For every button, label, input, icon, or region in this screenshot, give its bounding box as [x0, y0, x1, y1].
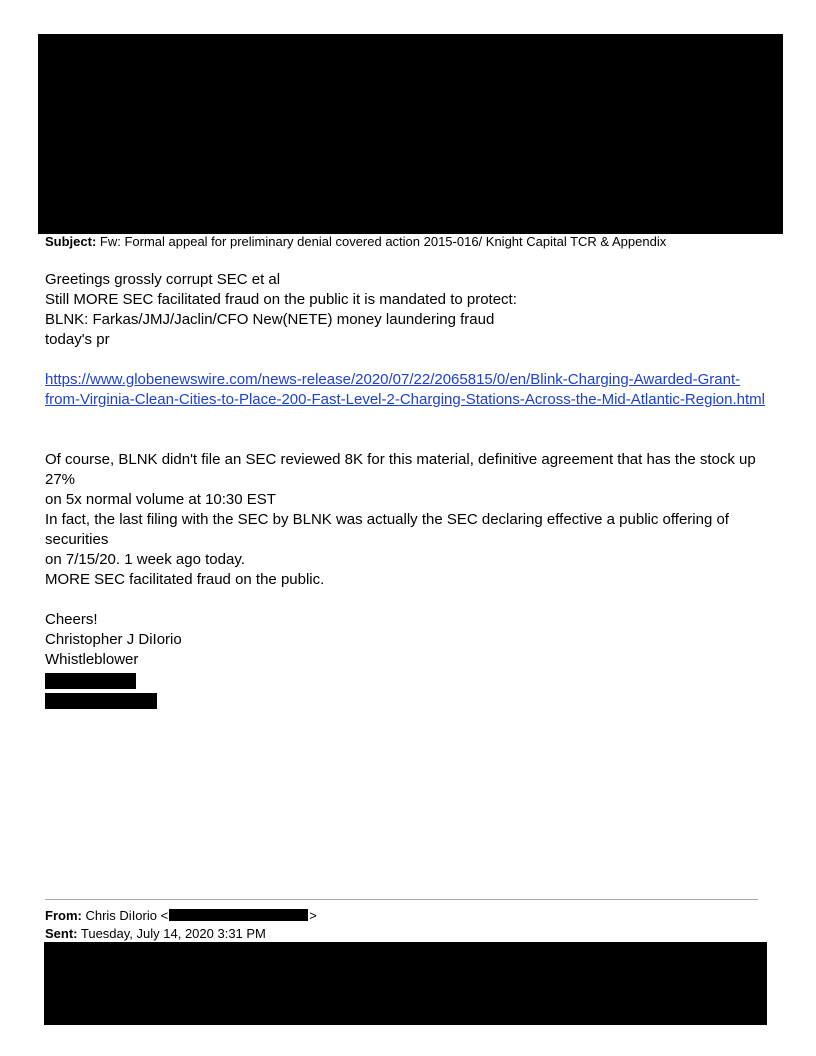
from-close: > [309, 908, 317, 923]
subject-label: Subject: [45, 234, 97, 249]
paragraph-3-line: MORE SEC facilitated fraud on the public. [45, 571, 325, 588]
redaction-signature-2 [45, 693, 157, 709]
from-name: Chris DiIorio < [85, 908, 169, 923]
forwarded-sent-line [45, 926, 266, 942]
redaction-from-email [169, 909, 308, 921]
body-line-2: Still MORE SEC facilitated fraud on the public it is mandated to protect: [45, 291, 517, 308]
closing-line: Cheers! [45, 611, 98, 628]
redaction-signature-1 [45, 673, 136, 689]
paragraph-1 [45, 450, 785, 510]
sent-label: Sent: [45, 926, 78, 941]
email-body-intro [45, 270, 780, 350]
body-line-3: BLNK: Farkas/JMJ/Jaclin/CFO New(NETE) money laundering fraud [45, 311, 495, 328]
from-label: From: [45, 908, 82, 923]
link-part-2: from-Virginia-Clean-Cities-to-Place-200-Fast-Level-2-Charging-Stations-Across-the-Mid-Atlantic-Region.html [45, 391, 765, 408]
sent-value: Tuesday, July 14, 2020 3:31 PM [80, 926, 266, 941]
signature-name: Christopher J DiIorio [45, 631, 182, 648]
paragraph-1-line-2: on 5x normal volume at 10:30 EST [45, 491, 276, 508]
subject-line [45, 234, 805, 250]
paragraph-2-line-1: In fact, the last filing with the SEC by BLNK was actually the SEC declaring effective a public offering of securities [45, 511, 729, 548]
paragraph-2-line-2: on 7/15/20. 1 week ago today. [45, 551, 245, 568]
paragraph-1-line-1: Of course, BLNK didn't file an SEC reviewed 8K for this material, definitive agreement that has the stock up 27% [45, 451, 756, 488]
greeting-line: Greetings grossly corrupt SEC et al [45, 271, 281, 288]
forward-divider [45, 899, 758, 900]
paragraph-3 [45, 570, 780, 590]
forwarded-from-line [45, 908, 317, 924]
signature-block [45, 610, 780, 670]
subject-text: Fw: Formal appeal for preliminary denial covered action 2015-016/ Knight Capital TCR & Appendix [99, 234, 667, 249]
link-part-1: https://www.globenewswire.com/news-release/2020/07/22/2065815/0/en/Blink-Charging-Awarded-Grant- [45, 371, 741, 388]
body-line-4: today's pr [45, 331, 110, 348]
redaction-top [38, 34, 783, 234]
signature-title: Whistleblower [45, 651, 139, 668]
paragraph-2 [45, 510, 785, 570]
press-release-link[interactable] [45, 371, 765, 408]
press-release-link-block [45, 370, 785, 410]
redaction-bottom [44, 942, 767, 1025]
